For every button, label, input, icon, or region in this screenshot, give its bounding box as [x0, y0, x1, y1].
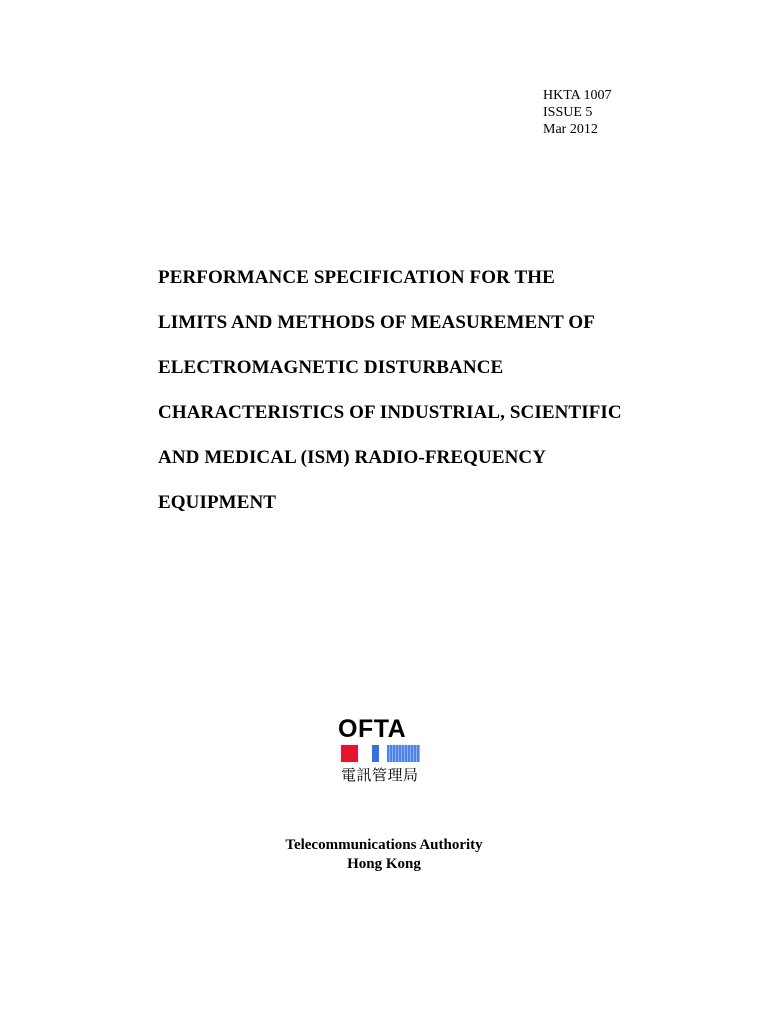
- issuing-authority: [0, 836, 768, 874]
- logo-blue-bar: [372, 745, 379, 762]
- document-date: Mar 2012: [543, 122, 598, 137]
- authority-name: Telecommunications Authority: [285, 837, 483, 853]
- document-reference: [543, 87, 612, 138]
- title-line: ELECTROMAGNETIC DISTURBANCE: [158, 357, 504, 378]
- title-line: LIMITS AND METHODS OF MEASUREMENT OF: [158, 312, 595, 333]
- logo-color-bars: [338, 745, 428, 763]
- title-line: PERFORMANCE SPECIFICATION FOR THE: [158, 267, 555, 288]
- logo-chinese-name: 電訊管理局: [341, 766, 419, 784]
- logo-red-square: [341, 745, 358, 762]
- document-issue: ISSUE 5: [543, 105, 593, 120]
- title-line: EQUIPMENT: [158, 492, 277, 513]
- authority-place: Hong Kong: [347, 856, 421, 872]
- document-code: HKTA 1007: [543, 88, 612, 103]
- logo-wordmark: OFTA: [338, 715, 407, 743]
- title-line: CHARACTERISTICS OF INDUSTRIAL, SCIENTIFIC: [158, 402, 622, 423]
- title-line: AND MEDICAL (ISM) RADIO-FREQUENCY: [158, 447, 547, 468]
- logo-blue-block: [387, 745, 420, 762]
- ofta-logo: [338, 716, 428, 784]
- document-title: [158, 264, 718, 534]
